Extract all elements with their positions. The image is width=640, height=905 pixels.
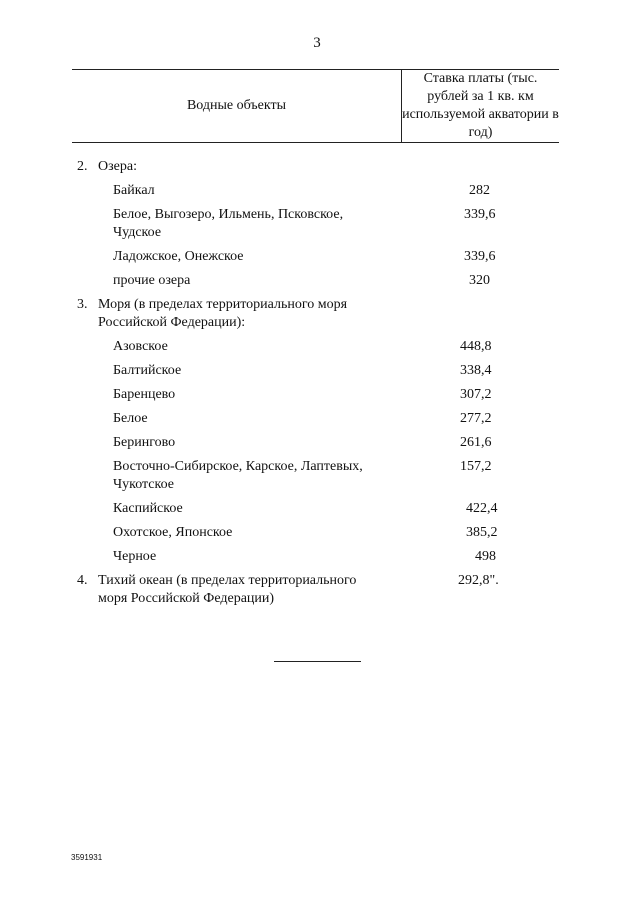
water-body-name: Чукотское bbox=[113, 477, 174, 492]
rate-value: 385,2 bbox=[466, 525, 498, 540]
rate-value: 307,2 bbox=[460, 387, 492, 402]
rate-value: 339,6 bbox=[464, 207, 496, 222]
section-title: Российской Федерации): bbox=[98, 315, 246, 330]
water-body-name: Балтийское bbox=[113, 363, 182, 378]
rate-value: 422,4 bbox=[466, 501, 498, 516]
rate-value: 448,8 bbox=[460, 339, 492, 354]
water-body-name: Белое bbox=[113, 411, 148, 426]
water-body-name: Охотское, Японское bbox=[113, 525, 233, 540]
water-body-name: Ладожское, Онежское bbox=[113, 249, 244, 264]
header-bottom-rule bbox=[72, 142, 559, 143]
section-title: Озера: bbox=[98, 159, 137, 174]
rate-value: 338,4 bbox=[460, 363, 492, 378]
section-number: 4. bbox=[77, 573, 88, 588]
water-body-name: Азовское bbox=[113, 339, 168, 354]
document-code: 3591931 bbox=[71, 853, 103, 862]
water-body-name: Берингово bbox=[113, 435, 176, 450]
water-body-name: Каспийское bbox=[113, 501, 183, 516]
section-number: 2. bbox=[77, 159, 88, 174]
section-number: 3. bbox=[77, 297, 88, 312]
section-title: Тихий океан (в пределах территориального bbox=[98, 573, 357, 588]
section-title: моря Российской Федерации) bbox=[98, 591, 275, 606]
rate-value: 339,6 bbox=[464, 249, 496, 264]
page-number: 3 bbox=[313, 35, 321, 51]
end-of-document-rule bbox=[274, 661, 361, 662]
header-rate: Ставка платы (тыс. рублей за 1 кв. км используемой акватории в год) bbox=[402, 71, 559, 140]
water-body-name: Восточно-Сибирское, Карское, Лаптевых, bbox=[113, 459, 363, 474]
water-body-name: Черное bbox=[113, 549, 157, 564]
water-body-name: Байкал bbox=[113, 183, 155, 198]
water-body-name: Баренцево bbox=[113, 387, 176, 402]
rate-value: 282 bbox=[469, 183, 490, 198]
water-body-name: прочие озера bbox=[113, 273, 191, 288]
water-body-name: Чудское bbox=[113, 225, 162, 240]
header-water-objects: Водные объекты bbox=[186, 98, 287, 113]
section-title: Моря (в пределах территориального моря bbox=[98, 297, 348, 312]
rate-value: 320 bbox=[469, 273, 490, 288]
rate-value: 261,6 bbox=[460, 435, 492, 450]
rate-value: 498 bbox=[475, 549, 496, 564]
rate-value: 292,8". bbox=[458, 573, 499, 588]
rate-value: 157,2 bbox=[460, 459, 492, 474]
rate-value: 277,2 bbox=[460, 411, 492, 426]
water-body-name: Белое, Выгозеро, Ильмень, Псковское, bbox=[113, 207, 344, 222]
